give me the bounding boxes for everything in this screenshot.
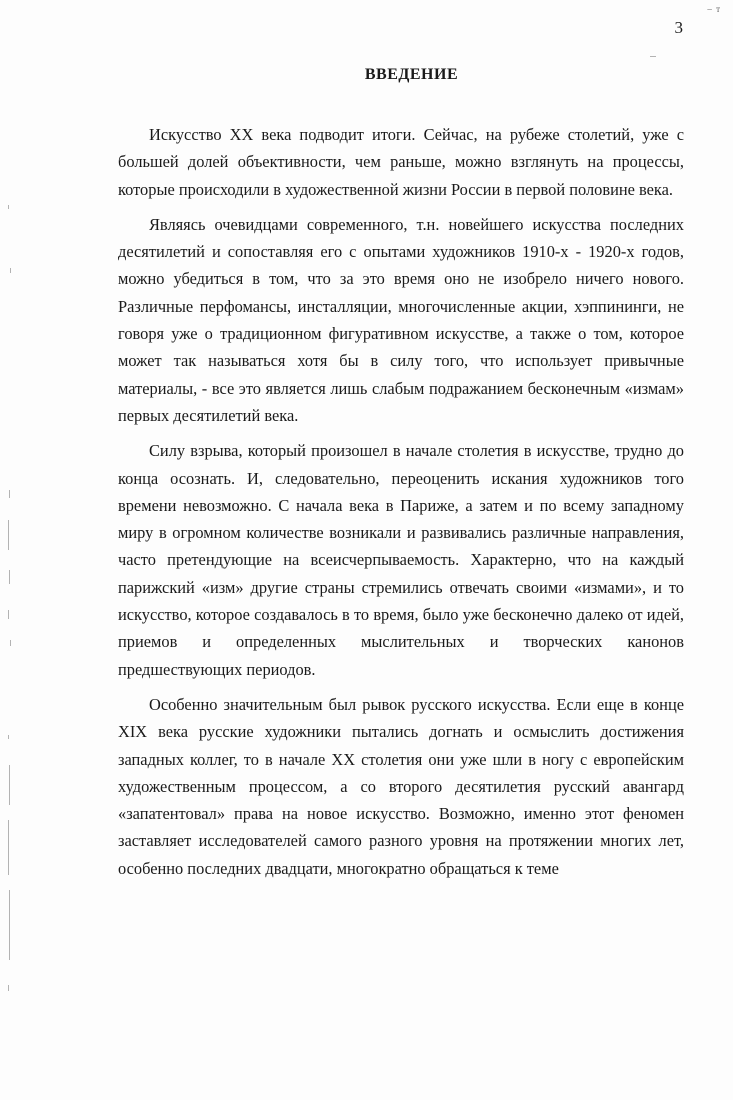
page-number: 3 bbox=[674, 18, 683, 37]
body-text bbox=[118, 121, 684, 890]
section-title: ВВЕДЕНИЕ bbox=[364, 66, 459, 83]
paragraph-1: Искусство XX века подводит итоги. Сейчас, на рубеже столетий, уже с большей долей объективности, чем раньше, можно взглянуть на процессы, которые происходили в художественной жизни России в первой половине века. bbox=[118, 125, 684, 199]
paragraph-3: Силу взрыва, который произошел в начале столетия в искусстве, трудно до конца осознать. И, следовательно, переоценить искания художников того времени невозможно. С начала века в Париже, а затем и по всему западному миру в огромном количестве возникали и развивались различные направления, часто претендующие на всеисчерпываемость. Характерно, что на каждый парижский «изм» другие страны стремились отвечать своими «измами», и то искусство, которое создавалось в то время, было уже бесконечно далеко от идей, приемов и определенных мыслительных и творческих канонов предшествующих периодов. bbox=[118, 441, 684, 679]
scan-corner-mark: ‒ т bbox=[707, 4, 721, 14]
paragraph-2: Являясь очевидцами современного, т.н. новейшего искусства последних десятилетий и сопоставляя его с опытами художников 1910-х - 1920-х годов, можно убедиться в том, что за это время оно не изобрело ничего нового. Различные перфомансы, инсталляции, многочисленные акции, хэппининги, не говоря уже о традиционном фигуративном искусстве, а также о том, которое может так называться хотя бы в силу того, что использует привычные материалы, - все это является лишь слабым подражанием бесконечным «измам» первых десятилетий века. bbox=[118, 214, 684, 425]
paragraph-4: Особенно значительным был рывок русского искусства. Если еще в конце XIX века русские художники пытались догнать и осмыслить достижения западных коллег, то в начале XX столетия они уже шли в ногу с европейским художественным процессом, а со второго десятилетия русский авангард «запатентовал» права на новое искусство. Возможно, именно этот феномен заставляет исследователей самого разного уровня на протяжении многих лет, особенно последних двадцати, многократно обращаться к теме bbox=[118, 694, 684, 878]
